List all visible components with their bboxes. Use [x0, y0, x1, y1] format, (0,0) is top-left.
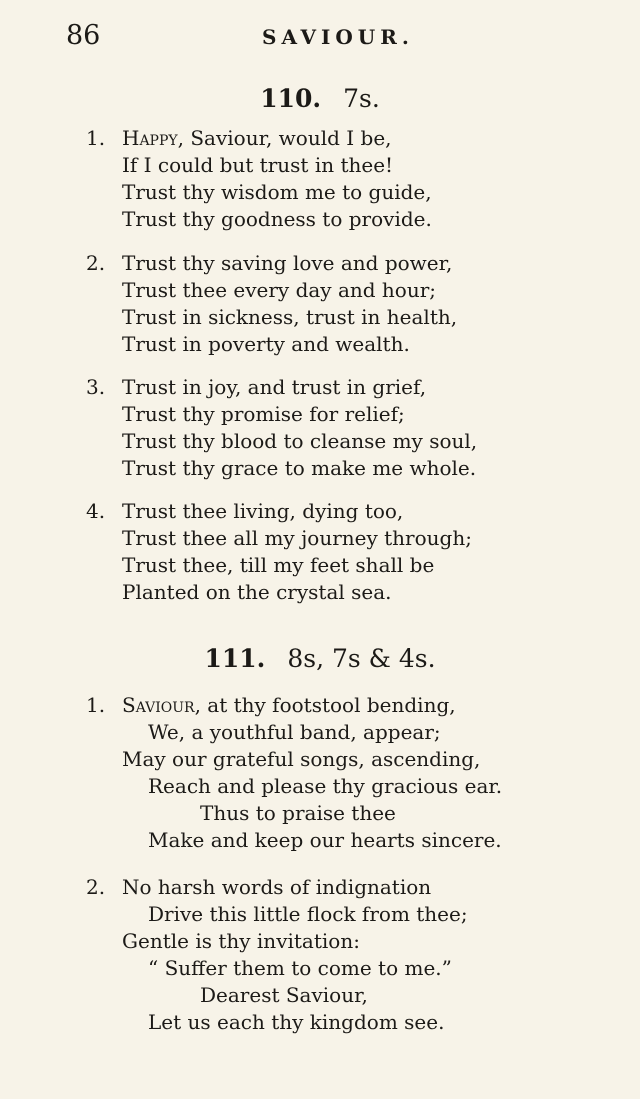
- verse-number: 1.: [86, 693, 106, 717]
- hymn-111-heading: [0, 644, 640, 673]
- page-number: 86: [66, 20, 101, 51]
- verse-line: Trust in sickness, trust in health,: [122, 305, 458, 329]
- hymn-number: 110.: [260, 84, 322, 113]
- verse-number: 2.: [86, 251, 106, 275]
- verse-line: Trust thee, till my feet shall be: [122, 553, 435, 577]
- hymn-110-heading: [0, 84, 640, 113]
- verse-line: “ Suffer them to come to me.”: [148, 956, 452, 980]
- verse-line: Trust thy goodness to provide.: [122, 207, 432, 231]
- verse-line: Planted on the crystal sea.: [122, 580, 392, 604]
- verse-line: May our grateful songs, ascending,: [122, 747, 481, 771]
- running-head: [0, 20, 640, 56]
- verse-number: 4.: [86, 499, 106, 523]
- verse-line: Trust thee every day and hour;: [122, 278, 437, 302]
- verse-line: Thus to praise thee: [200, 801, 396, 825]
- verse-line: Trust thy grace to make me whole.: [122, 456, 477, 480]
- hymn-number: 111.: [204, 644, 266, 673]
- hymn-meter: 8s, 7s & 4s.: [287, 644, 436, 673]
- verse-line: Trust in poverty and wealth.: [122, 332, 410, 356]
- verse-line: Make and keep our hearts sincere.: [148, 828, 502, 852]
- verse-line: No harsh words of indignation: [122, 875, 432, 899]
- hymn-meter: 7s.: [343, 84, 380, 113]
- verse-line: Trust thy wisdom me to guide,: [122, 180, 432, 204]
- running-title: SAVIOUR.: [262, 25, 414, 49]
- verse-line: Trust in joy, and trust in grief,: [122, 375, 427, 399]
- verse-number: 3.: [86, 375, 106, 399]
- verse-line: [122, 125, 392, 151]
- verse-line-rest: , at thy footstool bending,: [194, 693, 456, 717]
- verse-line: If I could but trust in thee!: [122, 153, 394, 177]
- verse-line: Trust thy promise for relief;: [122, 402, 405, 426]
- verse-line: Trust thy blood to cleanse my soul,: [122, 429, 478, 453]
- verse-line: Reach and please thy gracious ear.: [148, 774, 503, 798]
- verse-lead-word: Saviour: [122, 693, 195, 717]
- verse-line: Dearest Saviour,: [200, 983, 368, 1007]
- verse-number: 1.: [86, 126, 106, 150]
- verse-line: [122, 692, 456, 718]
- verse-line: Gentle is thy invitation:: [122, 929, 360, 953]
- verse-line-rest: , Saviour, would I be,: [177, 126, 392, 150]
- verse-line: Trust thee living, dying too,: [122, 499, 404, 523]
- verse-line: Trust thee all my journey through;: [122, 526, 472, 550]
- verse-line: Trust thy saving love and power,: [122, 251, 453, 275]
- verse-lead-word: Happy: [122, 126, 178, 150]
- verse-number: 2.: [86, 875, 106, 899]
- verse-line: Drive this little flock from thee;: [148, 902, 468, 926]
- verse-line: We, a youthful band, appear;: [148, 720, 441, 744]
- verse-line: Let us each thy kingdom see.: [148, 1010, 445, 1034]
